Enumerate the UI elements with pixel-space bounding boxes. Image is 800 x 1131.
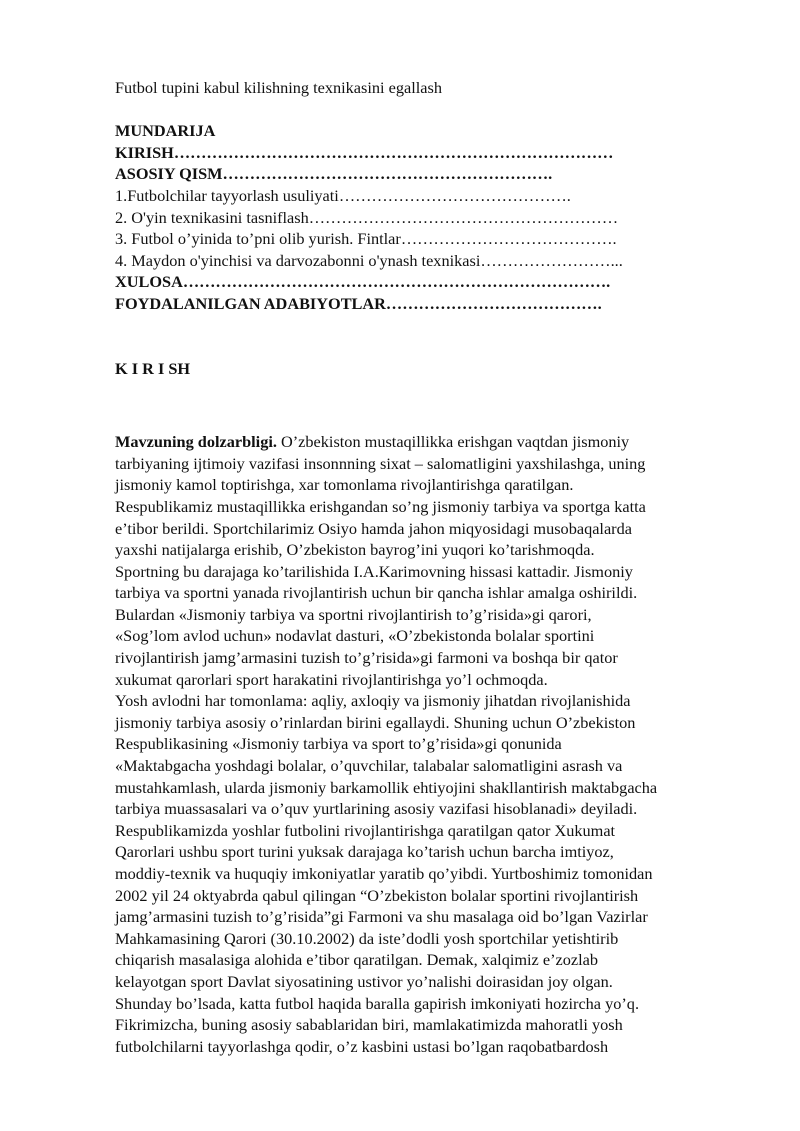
spacer	[115, 315, 760, 358]
intro-line: e’tibor berildi. Sportchilarimiz Osiyo hamda jahon miqyosidagi musobaqalarda	[115, 518, 632, 538]
intro-line: tarbiya muassasalari va o’quv yurtlarining asosiy vazifasi hisoblanadi» deyiladi.	[115, 799, 638, 819]
intro-line: Respublikamiz mustaqillikka erishgandan so’ng jismoniy tarbiya va sportga katta	[115, 496, 646, 516]
intro-line: jamg’armasini tuzish to’g’risida”gi Farmoni va shu masalaga oid bo’lgan Vazirlar	[115, 907, 648, 927]
intro-line: «Maktabgacha yoshdagi bolalar, o’quvchilar, talabalar salomatligini asrash va	[115, 756, 623, 776]
intro-line: rivojlantirish jamg’armasini tuzish to’g’risida»gi farmoni va boshqa bir qator	[115, 648, 618, 668]
toc-item[interactable]: XULOSA…………………………………………………………………….	[115, 272, 611, 292]
toc-item[interactable]: 3. Futbol o’yinida to’pni olib yurish. Fintlar………………………………….	[115, 229, 617, 249]
intro-line: «Sog’lom avlod uchun» nodavlat dasturi, «O’zbekistonda bolalar sportini	[115, 626, 595, 646]
toc-item[interactable]: 4. Maydon o'yinchisi va darvozabonni o'ynash texnikasi……………………...	[115, 250, 623, 270]
intro-line: Shunday bo’lsada, katta futbol haqida baralla gapirish imkoniyati hozircha yo’q.	[115, 993, 640, 1013]
intro-line: mustahkamlash, ularda jismoniy barkamollik ehtiyojini shakllantirish maktabgacha	[115, 777, 658, 797]
intro-line: 2002 yil 24 oktyabrda qabul qilingan “O’zbekiston bolalar sportini rivojlantirish	[115, 885, 639, 905]
spacer	[115, 99, 760, 121]
toc-item[interactable]: 2. O'yin texnikasini tasniflash…………………………………………………	[115, 207, 619, 227]
section-heading: K I R I SH	[115, 358, 191, 378]
intro-line: jismoniy kamol toptirishga, xar tomonlama rivojlantirishga qaratilgan.	[115, 475, 574, 495]
intro-line: Sportning bu darajaga ko’tarilishida I.A.Karimovning hissasi kattadir. Jismoniy	[115, 561, 633, 581]
intro-line: yaxshi natijalarga erishib, O’zbekiston bayrog’ini yuqori ko’tarishmoqda.	[115, 540, 595, 560]
intro-line: Mahkamasining Qarori (30.10.2002) da iste’dodli yosh sportchilar yetishtirib	[115, 928, 619, 948]
intro-line: tarbiyaning ijtimoiy vazifasi insonnning sixat – salomatligini yaxshilashga, uning	[115, 453, 646, 473]
intro-lead: Mavzuning dolzarbligi.	[115, 432, 277, 452]
intro-line: Yosh avlodni har tomonlama: aqliy, axloqiy va jismoniy jihatdan rivojlanishida	[115, 691, 631, 711]
intro-line: futbolchilarni tayyorlashga qodir, o’z kasbini ustasi bo’lgan raqobatbardosh	[115, 1036, 609, 1056]
intro-line	[115, 431, 760, 453]
intro-line: Respublikamizda yoshlar futbolini rivojlantirishga qaratilgan qator Xukumat	[115, 820, 616, 840]
intro-line: kelayotgan sport Davlat siyosatining ustivor yo’nalishi doirasidan joy olgan.	[115, 971, 613, 991]
toc-item[interactable]: FOYDALANILGAN ADABIYOTLAR………………………………….	[115, 293, 602, 313]
toc-item[interactable]: 1.Futbolchilar tayyorlash usuliyati…………………………………….	[115, 185, 571, 205]
intro-line: tarbiya va sportni yanada rivojlantirish uchun bir qancha ishlar amalga oshirildi.	[115, 583, 638, 603]
intro-line-text: O’zbekiston mustaqillikka erishgan vaqtdan jismoniy	[276, 432, 630, 452]
intro-line: Bulardan «Jismoniy tarbiya va sportni rivojlantirish to’g’risida»gi qarori,	[115, 604, 592, 624]
spacer	[115, 379, 760, 431]
toc-item[interactable]: KIRISH………………………………………………………………………	[115, 142, 614, 162]
document-title: Futbol tupini kabul kilishning texnikasini egallash	[115, 78, 442, 97]
intro-line: moddiy-texnik va huquqiy imkoniyatlar yaratib qo’yibdi. Yurtboshimiz tomonidan	[115, 864, 653, 883]
intro-line: chiqarish masalasiga alohida e’tibor qaratilgan. Demak, xalqimiz e’zozlab	[115, 950, 598, 970]
intro-paragraph	[115, 431, 760, 1057]
toc-item[interactable]: ASOSIY QISM…………………………………………………….	[115, 164, 553, 184]
intro-line: Respublikasining «Jismoniy tarbiya va sport to’g’risida»gi qonunida	[115, 734, 562, 754]
toc-heading: MUNDARIJA	[115, 121, 216, 141]
intro-line: Fikrimizcha, buning asosiy sabablaridan biri, mamlakatimizda mahoratli yosh	[115, 1015, 623, 1035]
intro-line: xukumat qarorlari sport harakatini rivojlantirishga yo’l ochmoqda.	[115, 669, 548, 689]
intro-line: jismoniy tarbiya asosiy o’rinlardan birini egallaydi. Shuning uchun O’zbekiston	[115, 712, 636, 732]
intro-line: Qarorlari ushbu sport turini yuksak darajaga ko’tarish uchun barcha imtiyoz,	[115, 842, 614, 862]
